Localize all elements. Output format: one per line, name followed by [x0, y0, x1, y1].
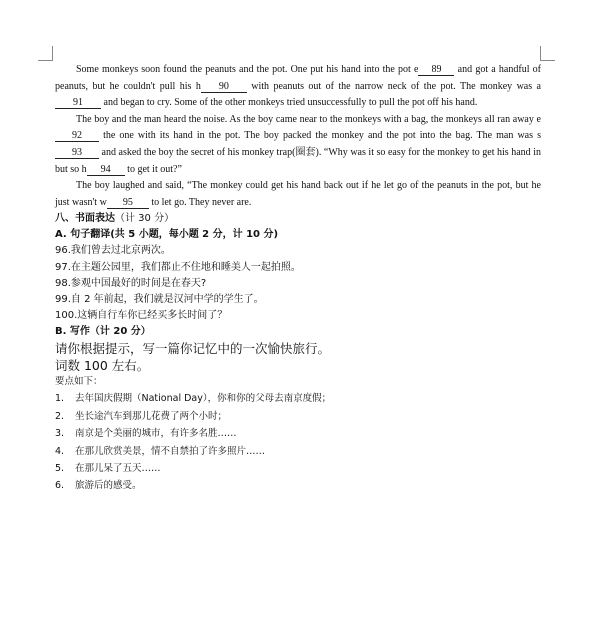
key-point-number: 6.	[55, 480, 65, 492]
writing-word-count: 词数 100 左右。	[55, 358, 150, 374]
passage-text: with peanuts out of the narrow neck of the pot. The monkey was a	[246, 80, 541, 92]
translation-item-99: 99.自 2 年前起，我们就是汉河中学的学生了。	[55, 293, 264, 305]
passage-text: and got a handful of peanuts, but he couldn't pull his h	[55, 64, 541, 92]
blank-91: 91	[55, 97, 101, 109]
blank-92: 92	[55, 130, 99, 142]
passage-text: The boy laughed and said, “The monkey could get his hand back out if he let go of the peanuts in the pot, but he just wasn't w	[55, 180, 541, 208]
passage-text: to get it out?”	[124, 163, 182, 175]
blank-90: 90	[201, 81, 247, 93]
translation-item-96: 96.我们曾去过北京两次。	[55, 245, 171, 257]
writing-task-instruction: 请你根据提示，写一篇你记忆中的一次愉快旅行。	[55, 341, 331, 357]
key-point-text: 在那儿欣赏美景，情不自禁拍了许多照片……	[75, 445, 266, 457]
blank-94: 94	[87, 164, 125, 176]
key-point-4	[55, 443, 541, 460]
translation-item-97: 97.在主题公园里，我们都止不住地和睡美人一起拍照。	[55, 261, 301, 273]
translation-item-98: 98.参观中国最好的时间是在春天?	[55, 277, 207, 289]
key-point-text: 去年国庆假期（National Day），你和你的父母去南京度假；	[75, 393, 332, 405]
passage-text: Some monkeys soon found the peanuts and the pot. One put his hand into the pot e	[76, 64, 419, 75]
key-point-text: 在那儿呆了五天……	[75, 462, 161, 474]
key-point-5	[55, 460, 541, 477]
key-point-2	[55, 408, 541, 425]
page-content	[55, 62, 541, 495]
margin-corner-mark-left	[38, 46, 53, 61]
section-writing	[55, 211, 541, 494]
key-point-number: 2.	[55, 410, 65, 422]
margin-corner-mark-right	[540, 46, 555, 61]
key-point-1	[55, 390, 541, 407]
section-title	[55, 211, 541, 227]
passage-text: The boy and the man heard the noise. As the boy came near to the monkeys with a bag, the monkeys all ran away e	[76, 113, 541, 125]
passage-text: and began to cry. Some of the other monkeys tried unsuccessfully to pull the pot off his hand.	[101, 97, 478, 109]
section-score: （计 30 分）	[115, 213, 175, 225]
passage-text: to let go. They never are.	[148, 196, 252, 208]
part-b-heading: B. 写作（计 20 分）	[55, 326, 151, 338]
passage-paragraph-3	[55, 178, 541, 211]
key-point-text: 南京是个美丽的城市，有许多名胜……	[75, 428, 237, 440]
blank-89: 89	[418, 64, 454, 76]
passage-text: the one with its hand in the pot. The boy packed the monkey and the pot into the bag. The man was s	[99, 130, 541, 142]
part-a-heading: A. 句子翻译(共 5 小题，每小题 2 分，计 10 分)	[55, 229, 279, 241]
key-point-3	[55, 425, 541, 442]
passage-paragraph-1	[55, 62, 541, 112]
key-points-label: 要点如下：	[55, 376, 103, 388]
passage-text: and asked the boy the secret of his monkey trap(圈套). “Why was it so easy for the monkey to get his hand in but so h	[55, 146, 541, 175]
key-point-text: 旅游后的感受。	[75, 480, 142, 492]
section-title-text: 八、书面表达	[55, 213, 115, 225]
key-point-6	[55, 477, 541, 494]
passage-paragraph-2	[55, 112, 541, 178]
key-point-number: 1.	[55, 393, 65, 405]
key-point-number: 4.	[55, 445, 65, 457]
key-point-number: 5.	[55, 462, 65, 474]
blank-95: 95	[107, 197, 149, 209]
blank-93: 93	[55, 147, 99, 159]
key-point-number: 3.	[55, 428, 65, 440]
translation-item-100: 100.这辆自行车你已经买多长时间了？	[55, 310, 228, 322]
key-point-text: 坐长途汽车到那儿花费了两个小时；	[75, 410, 228, 422]
